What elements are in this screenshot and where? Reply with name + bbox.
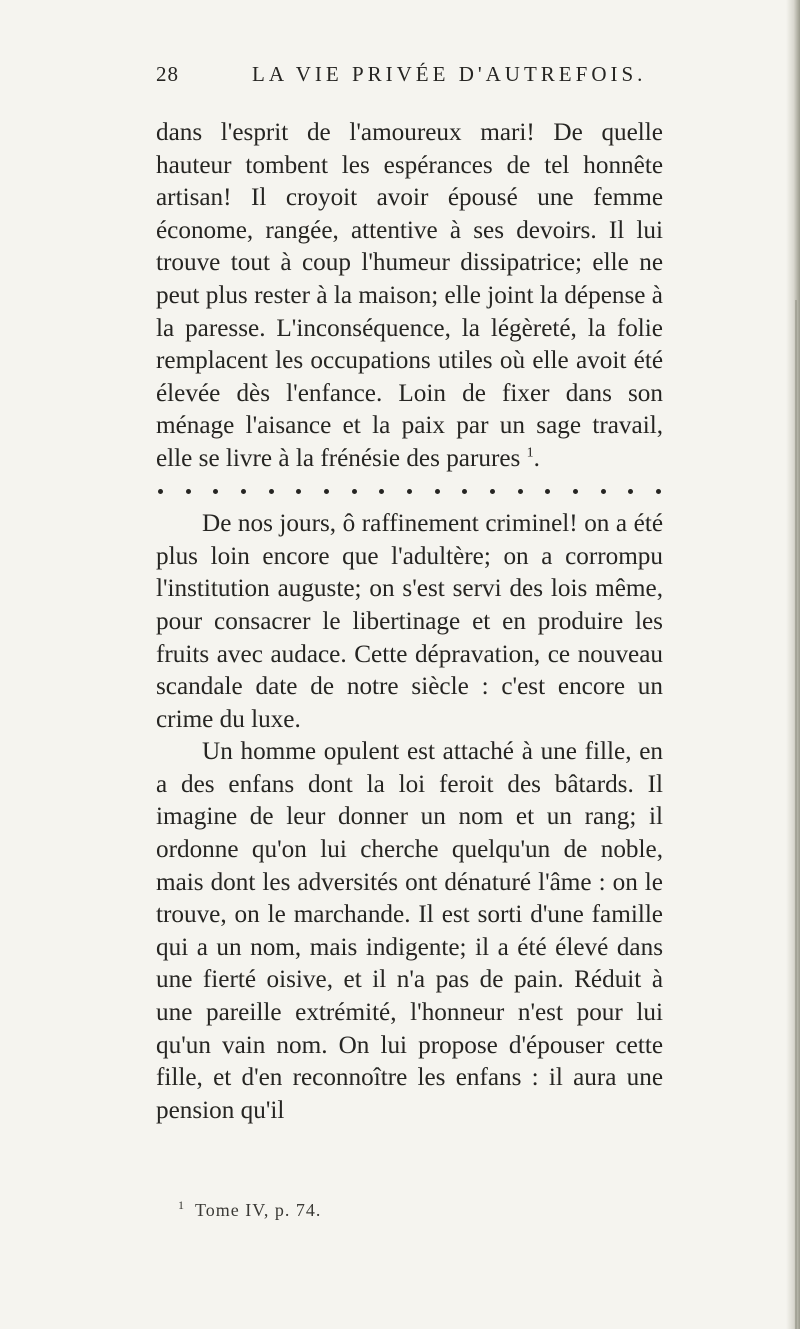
dot — [407, 489, 412, 494]
page-edge-line — [795, 300, 797, 1329]
dot — [324, 489, 329, 494]
dot — [241, 489, 246, 494]
running-title: LA VIE PRIVÉE D'AUTREFOIS. — [252, 62, 647, 86]
footnote-mark: 1 — [178, 1198, 185, 1212]
dot — [656, 489, 661, 494]
dot — [601, 489, 606, 494]
dot — [296, 489, 301, 494]
dot — [628, 489, 633, 494]
page-header — [156, 62, 666, 92]
page-edge-shadow — [786, 0, 800, 1329]
dot — [269, 489, 274, 494]
ellipsis-dots-row — [156, 476, 663, 509]
paragraph-3: Un homme opulent est attaché à une fille, en a des enfans dont la loi feroit des bâtards. Il imagine de leur donner un nom et un rang; il ordonne qu'on lui cherche quelqu'un de noble, mais dont les adversités ont dénaturé l'âme : on le trouve, on le marchande. Il est sorti d'une famille qui a un nom, mais indigente; il a été élevé dans une fierté oisive, et il n'a pas de pain. Réduit à une pareille extrémité, l'honneur n'est pour lui qu'un vain nom. On lui propose d'épouser cette fille, et d'en reconnoître les enfans : il aura une pension qu'il — [156, 738, 663, 1124]
dot — [490, 489, 495, 494]
paragraph-1-text: dans l'esprit de l'amoureux mari! De quelle hauteur tombent les espérances de tel honnête artisan! Il croyoit avoir épousé une femme économe, rangée, attentive à ses devoirs. Il lui trouve tout à coup l'humeur dissipatrice; elle ne peut plus rester à la maison; elle joint la dépense à la paresse. L'inconséquence, la légèreté, la folie remplacent les occupations utiles où elle avoit été élevée dès l'enfance. Loin de fixer dans son ménage l'aisance et la paix par un sage travail, elle se livre à la frénésie des parures — [156, 119, 663, 472]
dot — [518, 489, 523, 494]
paragraph-1 — [156, 117, 663, 476]
dot — [186, 489, 191, 494]
dot — [545, 489, 550, 494]
dot — [379, 489, 384, 494]
footnote-text: Tome IV, p. 74. — [195, 1200, 322, 1220]
paragraph-1-end: . — [533, 444, 540, 472]
dot — [462, 489, 467, 494]
paragraph-2: De nos jours, ô raffinement criminel! on a été plus loin encore que l'adultère; on a corrompu l'institution auguste; on s'est servi des lois même, pour consacrer le libertinage et en produire les fruits avec audace. Cette dépravation, ce nouveau scandale date de notre siècle : c'est encore un crime du luxe. — [156, 510, 663, 733]
dot — [573, 489, 578, 494]
body-text — [156, 117, 663, 1127]
dot — [213, 489, 218, 494]
dot — [435, 489, 440, 494]
page-number: 28 — [156, 62, 179, 86]
dot — [352, 489, 357, 494]
footnote — [178, 1198, 321, 1221]
dot — [158, 489, 163, 494]
footnote-reference: 1 — [526, 445, 534, 461]
